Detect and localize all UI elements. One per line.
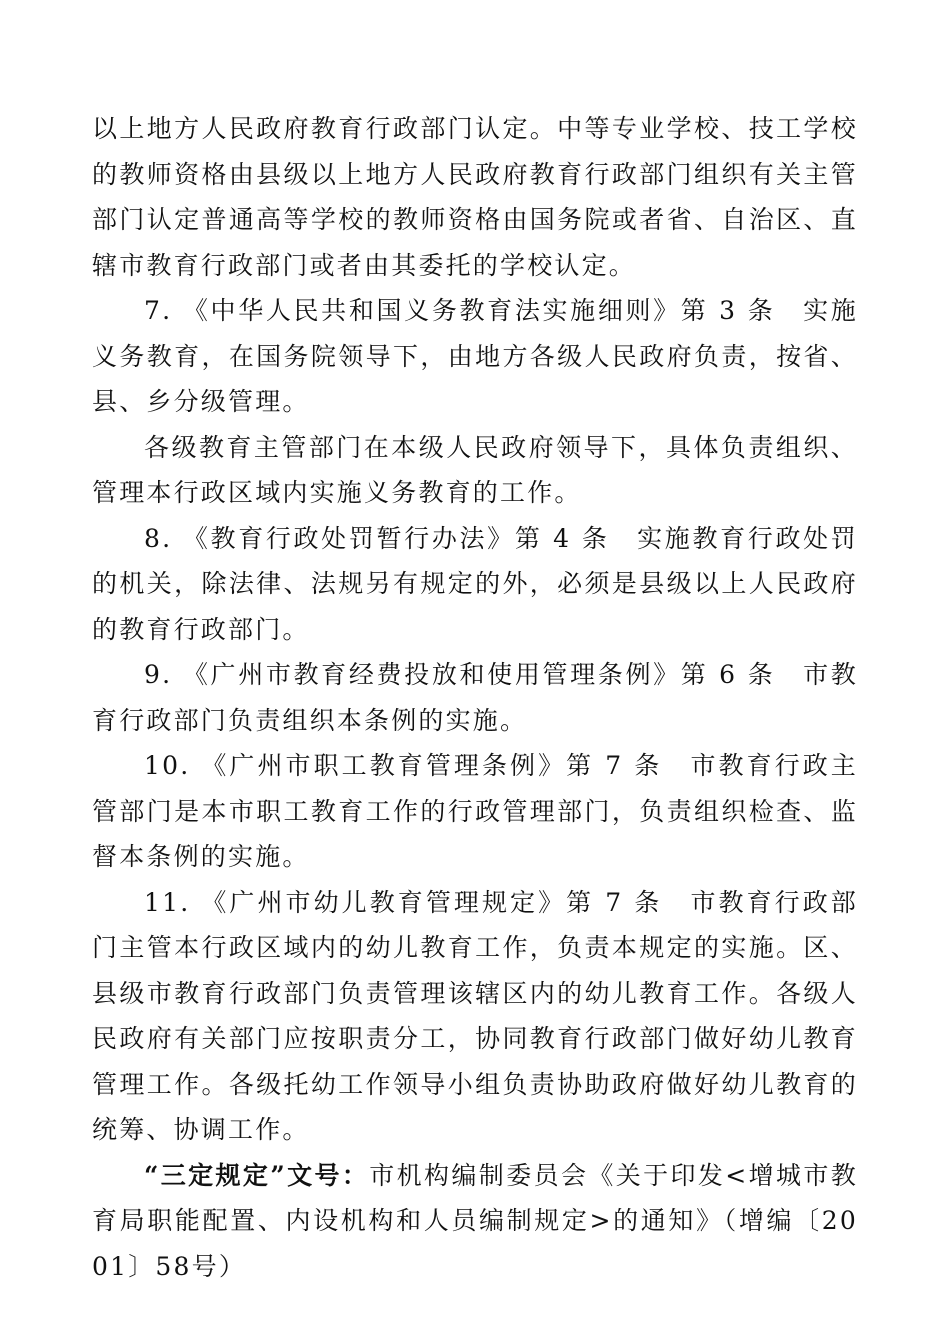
paragraph-item-7-continued: 各级教育主管部门在本级人民政府领导下，具体负责组织、管理本行政区域内实施义务教育的工作。 (92, 432, 858, 507)
paragraph-item-11: 11. 《广州市幼儿教育管理规定》第 7 条 市教育行政部门主管本行政区域内的幼儿教育工作，负责本规定的实施。区、县级市教育行政部门负责管理该辖区内的幼儿教育工作。各级人民政府有关部门应按职责分工，协同教育行政部门做好幼儿教育管理工作。各级托幼工作领导小组负责协助政府做好幼儿教育的统筹、协调工作。 (92, 887, 858, 1144)
paragraph-item-7: 7. 《中华人民共和国义务教育法实施细则》第 3 条 实施义务教育，在国务院领导下，由地方各级人民政府负责，按省、县、乡分级管理。 (92, 296, 858, 416)
sanding-text: 市机构编制委员会《关于印发<增城市教育局职能配置、内设机构和人员编制规定>的通知》（增编〔2001〕58号） (92, 1160, 858, 1281)
paragraph-item-10: 10. 《广州市职工教育管理条例》第 7 条 市教育行政主管部门是本市职工教育工作的行政管理部门，负责组织检查、监督本条例的实施。 (92, 751, 858, 871)
paragraph-continuation: 以上地方人民政府教育行政部门认定。中等专业学校、技工学校的教师资格由县级以上地方人民政府教育行政部门组织有关主管部门认定普通高等学校的教师资格由国务院或者省、自治区、直辖市教育行政部门或者由其委托的学校认定。 (92, 114, 858, 280)
sanding-label: “三定规定”文号： (144, 1160, 370, 1190)
paragraph-item-9: 9. 《广州市教育经费投放和使用管理条例》第 6 条 市教育行政部门负责组织本条例的实施。 (92, 660, 858, 735)
document-page (92, 106, 858, 1289)
paragraph-item-8: 8. 《教育行政处罚暂行办法》第 4 条 实施教育行政处罚的机关，除法律、法规另有规定的外，必须是县级以上人民政府的教育行政部门。 (92, 523, 858, 644)
paragraph-sanding-document-number (92, 1153, 858, 1290)
